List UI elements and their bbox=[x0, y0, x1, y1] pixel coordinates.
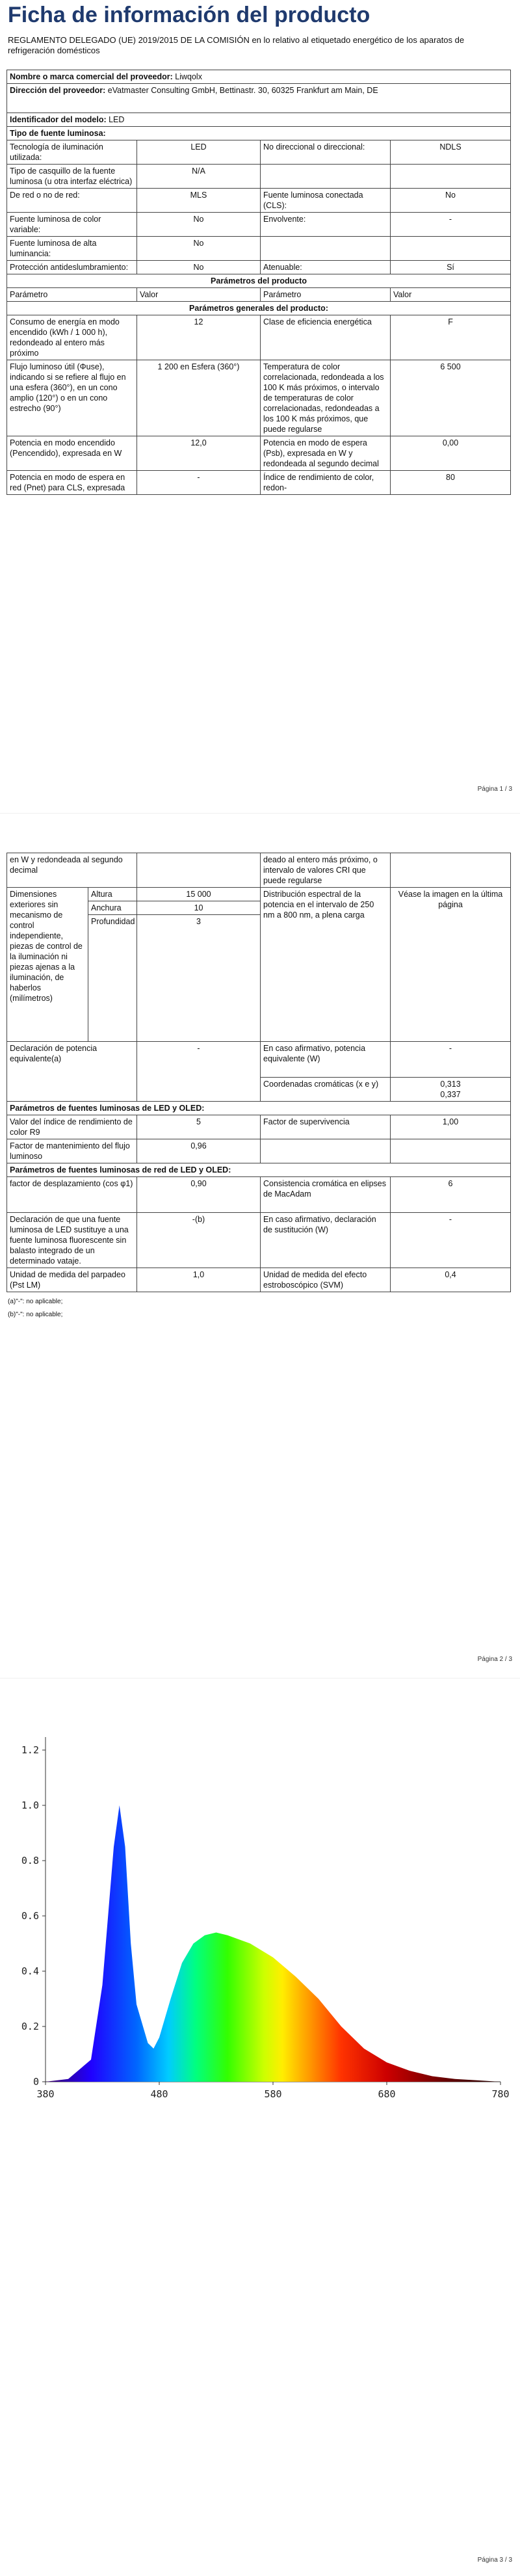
equiv-right-value: - bbox=[391, 1042, 511, 1078]
dim-depth-value: 3 bbox=[137, 915, 261, 1042]
dims-label: Dimensiones exteriores sin mecanismo de control independiente, piezas de control de la iluminación ni piezas ajenas a la iluminación, de haberlos (milímetros) bbox=[7, 888, 88, 1042]
survival-value: 1,00 bbox=[391, 1115, 511, 1139]
general-title: Parámetros generales del producto: bbox=[7, 302, 511, 315]
param-value: N/A bbox=[137, 165, 261, 189]
general-param-row bbox=[7, 471, 511, 495]
cont-right: deado al entero más próximo, o intervalo de valores CRI que puede regularse bbox=[261, 853, 391, 888]
disp-label: factor de desplazamiento (cos φ1) bbox=[7, 1177, 137, 1213]
flicker-row bbox=[7, 1268, 511, 1292]
param-value: 1 200 en Esfera (360°) bbox=[137, 360, 261, 436]
fluo-row bbox=[7, 1213, 511, 1268]
supplier-address-row bbox=[7, 84, 511, 113]
general-param-rows bbox=[7, 315, 511, 495]
supplier-address-value: eVatmaster Consulting GmbH, Bettinastr. 30, 60325 Frankfurt am Main, DE bbox=[107, 86, 378, 95]
dim-width-value: 10 bbox=[137, 901, 261, 915]
r9-label: Valor del índice de rendimiento de color R9 bbox=[7, 1115, 137, 1139]
params-title-row bbox=[7, 274, 511, 288]
param-value: 0,00 bbox=[391, 436, 511, 471]
param-label: Potencia en modo de espera en red (Pnet) para CLS, expresada bbox=[7, 471, 137, 495]
param-label: Consumo de energía en modo encendido (kWh / 1 000 h), redondeado al entero más próximo bbox=[7, 315, 137, 360]
param-value: 80 bbox=[391, 471, 511, 495]
x-tick-label: 680 bbox=[378, 2088, 396, 2100]
source-type-row bbox=[7, 127, 511, 140]
mains-title-row bbox=[7, 1163, 511, 1177]
source-type-label: Tipo de fuente luminosa: bbox=[7, 127, 511, 140]
strobe-value: 0,4 bbox=[391, 1268, 511, 1292]
fluo-label: Declaración de que una fuente luminosa de LED sustituye a una fuente luminosa fluorescente sin balasto integrado de un determinado vataje. bbox=[7, 1213, 137, 1268]
param-label: Índice de rendimiento de color, redon- bbox=[261, 471, 391, 495]
disp-row bbox=[7, 1177, 511, 1213]
dim-height-label: Altura bbox=[88, 888, 137, 901]
led-title-row bbox=[7, 1102, 511, 1115]
param-value: NDLS bbox=[391, 140, 511, 165]
model-row bbox=[7, 113, 511, 127]
param-value: No bbox=[137, 213, 261, 237]
regulation-text: REGLAMENTO DELEGADO (UE) 2019/2015 DE LA COMISIÓN en lo relativo al etiquetado energético de los aparatos de refrigeración domésticos bbox=[8, 35, 465, 55]
param-value bbox=[391, 165, 511, 189]
source-type-row bbox=[7, 189, 511, 213]
mains-title: Parámetros de fuentes luminosas de red de LED y OLED: bbox=[7, 1163, 511, 1177]
disp-value: 0,90 bbox=[137, 1177, 261, 1213]
param-label: Potencia en modo encendido (Pencendido), expresada en W bbox=[7, 436, 137, 471]
y-tick-label: 0.2 bbox=[21, 2021, 39, 2032]
footnote-b: (b)"-": no aplicable; bbox=[8, 1311, 63, 1318]
page-number: Página 2 / 3 bbox=[477, 1656, 512, 1663]
source-type-rows bbox=[7, 140, 511, 274]
x-tick-label: 480 bbox=[150, 2088, 168, 2100]
param-value bbox=[391, 237, 511, 261]
y-tick-label: 0.4 bbox=[21, 1965, 39, 1977]
product-info-table bbox=[6, 70, 511, 495]
general-param-row bbox=[7, 360, 511, 436]
fluo-value: -(b) bbox=[137, 1213, 261, 1268]
supplier-name-label: Nombre o marca comercial del proveedor: bbox=[10, 72, 173, 81]
source-type-row bbox=[7, 165, 511, 189]
dim-width-label: Anchura bbox=[88, 901, 137, 915]
y-tick-label: 1.2 bbox=[21, 1744, 39, 1756]
model-label: Identificador del modelo: bbox=[10, 115, 107, 124]
param-value: No bbox=[137, 261, 261, 274]
dim-depth-label: Profundidad bbox=[88, 915, 137, 1042]
maint-label: Factor de mantenimiento del flujo luminoso bbox=[7, 1139, 137, 1163]
macadam-label: Consistencia cromática en elipses de MacAdam bbox=[261, 1177, 391, 1213]
maint-value: 0,96 bbox=[137, 1139, 261, 1163]
strobe-label: Unidad de medida del efecto estroboscópico (SVM) bbox=[261, 1268, 391, 1292]
spectral-distribution-chart bbox=[0, 1679, 520, 2147]
spectrum-area bbox=[46, 1805, 500, 2082]
param-value: MLS bbox=[137, 189, 261, 213]
param-label: De red o no de red: bbox=[7, 189, 137, 213]
equiv-value: - bbox=[137, 1042, 261, 1102]
param-label: No direccional o direccional: bbox=[261, 140, 391, 165]
y-tick-label: 0 bbox=[32, 2076, 39, 2088]
fluo-right-label: En caso afirmativo, declaración de sustitución (W) bbox=[261, 1213, 391, 1268]
param-value: Sí bbox=[391, 261, 511, 274]
r9-value: 5 bbox=[137, 1115, 261, 1139]
x-tick-label: 780 bbox=[491, 2088, 510, 2100]
coords-label: Coordenadas cromáticas (x e y) bbox=[261, 1078, 391, 1102]
param-label: Clase de eficiencia energética bbox=[261, 315, 391, 360]
col-value-1: Valor bbox=[137, 288, 261, 302]
spd-label: Distribución espectral de la potencia en el intervalo de 250 nm a 800 nm, a plena carga bbox=[261, 888, 391, 1042]
param-label: Envolvente: bbox=[261, 213, 391, 237]
general-param-row bbox=[7, 436, 511, 471]
survival-label: Factor de supervivencia bbox=[261, 1115, 391, 1139]
param-value: 12 bbox=[137, 315, 261, 360]
flicker-label: Unidad de medida del parpadeo (Pst LM) bbox=[7, 1268, 137, 1292]
param-value: 6 500 bbox=[391, 360, 511, 436]
footnote-a: (a)"-": no aplicable; bbox=[8, 1298, 63, 1305]
param-label: Fuente luminosa de color variable: bbox=[7, 213, 137, 237]
general-param-row bbox=[7, 315, 511, 360]
param-value: 12,0 bbox=[137, 436, 261, 471]
page-1 bbox=[0, 0, 520, 813]
param-label: Temperatura de color correlacionada, redondeada a los 100 K más próximos, o intervalo de temperaturas de color correlacionadas, redondeadas a los 100 K más próximos, que puede regularse bbox=[261, 360, 391, 436]
param-label: Fuente luminosa de alta luminancia: bbox=[7, 237, 137, 261]
equiv-right-label: En caso afirmativo, potencia equivalente (W) bbox=[261, 1042, 391, 1078]
param-label bbox=[261, 165, 391, 189]
page-number: Página 1 / 3 bbox=[477, 786, 512, 793]
param-value: No bbox=[137, 237, 261, 261]
maint-row bbox=[7, 1139, 511, 1163]
param-value: - bbox=[391, 213, 511, 237]
model-value: LED bbox=[109, 115, 125, 124]
param-label: Flujo luminoso útil (Φuse), indicando si se refiere al flujo en una esfera (360°), en un cono amplio (120°) o en un cono estrecho (90°) bbox=[7, 360, 137, 436]
source-type-row bbox=[7, 261, 511, 274]
supplier-name-row bbox=[7, 70, 511, 84]
flicker-value: 1,0 bbox=[137, 1268, 261, 1292]
cont-left: en W y redondeada al segundo decimal bbox=[7, 853, 137, 888]
chart-plot bbox=[21, 1737, 510, 2100]
dim-height-value: 15 000 bbox=[137, 888, 261, 901]
col-param-2: Parámetro bbox=[261, 288, 391, 302]
param-label: Tecnología de iluminación utilizada: bbox=[7, 140, 137, 165]
x-tick-label: 380 bbox=[36, 2088, 55, 2100]
param-value: No bbox=[391, 189, 511, 213]
cont-row bbox=[7, 853, 511, 888]
source-type-row bbox=[7, 237, 511, 261]
page-title: Ficha de información del producto bbox=[8, 3, 370, 27]
source-type-row bbox=[7, 140, 511, 165]
equiv-label: Declaración de potencia equivalente(a) bbox=[7, 1042, 137, 1102]
page-3 bbox=[0, 1678, 520, 2576]
param-label: Potencia en modo de espera (Psb), expresada en W y redondeada al segundo decimal bbox=[261, 436, 391, 471]
supplier-address-label: Dirección del proveedor: bbox=[10, 86, 106, 95]
r9-row bbox=[7, 1115, 511, 1139]
x-tick-label: 580 bbox=[264, 2088, 282, 2100]
dims-row-1 bbox=[7, 888, 511, 901]
param-value: F bbox=[391, 315, 511, 360]
col-param-1: Parámetro bbox=[7, 288, 137, 302]
param-label bbox=[261, 237, 391, 261]
col-value-2: Valor bbox=[391, 288, 511, 302]
general-title-row bbox=[7, 302, 511, 315]
product-info-table-cont bbox=[6, 853, 511, 1292]
equiv-row bbox=[7, 1042, 511, 1078]
coords-value: 0,313 0,337 bbox=[391, 1078, 511, 1102]
param-label: Fuente luminosa conectada (CLS): bbox=[261, 189, 391, 213]
param-value: LED bbox=[137, 140, 261, 165]
param-label: Atenuable: bbox=[261, 261, 391, 274]
y-tick-label: 0.8 bbox=[21, 1855, 39, 1866]
supplier-name-value: Liwqolx bbox=[175, 72, 202, 81]
y-tick-label: 0.6 bbox=[21, 1910, 39, 1922]
y-tick-label: 1.0 bbox=[21, 1799, 39, 1811]
source-type-row bbox=[7, 213, 511, 237]
led-title: Parámetros de fuentes luminosas de LED y OLED: bbox=[7, 1102, 511, 1115]
spd-value: Véase la imagen en la última página bbox=[391, 888, 511, 1042]
macadam-value: 6 bbox=[391, 1177, 511, 1213]
fluo-right-value: - bbox=[391, 1213, 511, 1268]
params-title: Parámetros del producto bbox=[7, 274, 511, 288]
page-number: Página 3 / 3 bbox=[477, 2556, 512, 2564]
params-header-row bbox=[7, 288, 511, 302]
param-label: Protección antideslumbramiento: bbox=[7, 261, 137, 274]
page-2 bbox=[0, 813, 520, 1679]
param-label: Tipo de casquillo de la fuente luminosa (u otra interfaz eléctrica) bbox=[7, 165, 137, 189]
param-value: - bbox=[137, 471, 261, 495]
